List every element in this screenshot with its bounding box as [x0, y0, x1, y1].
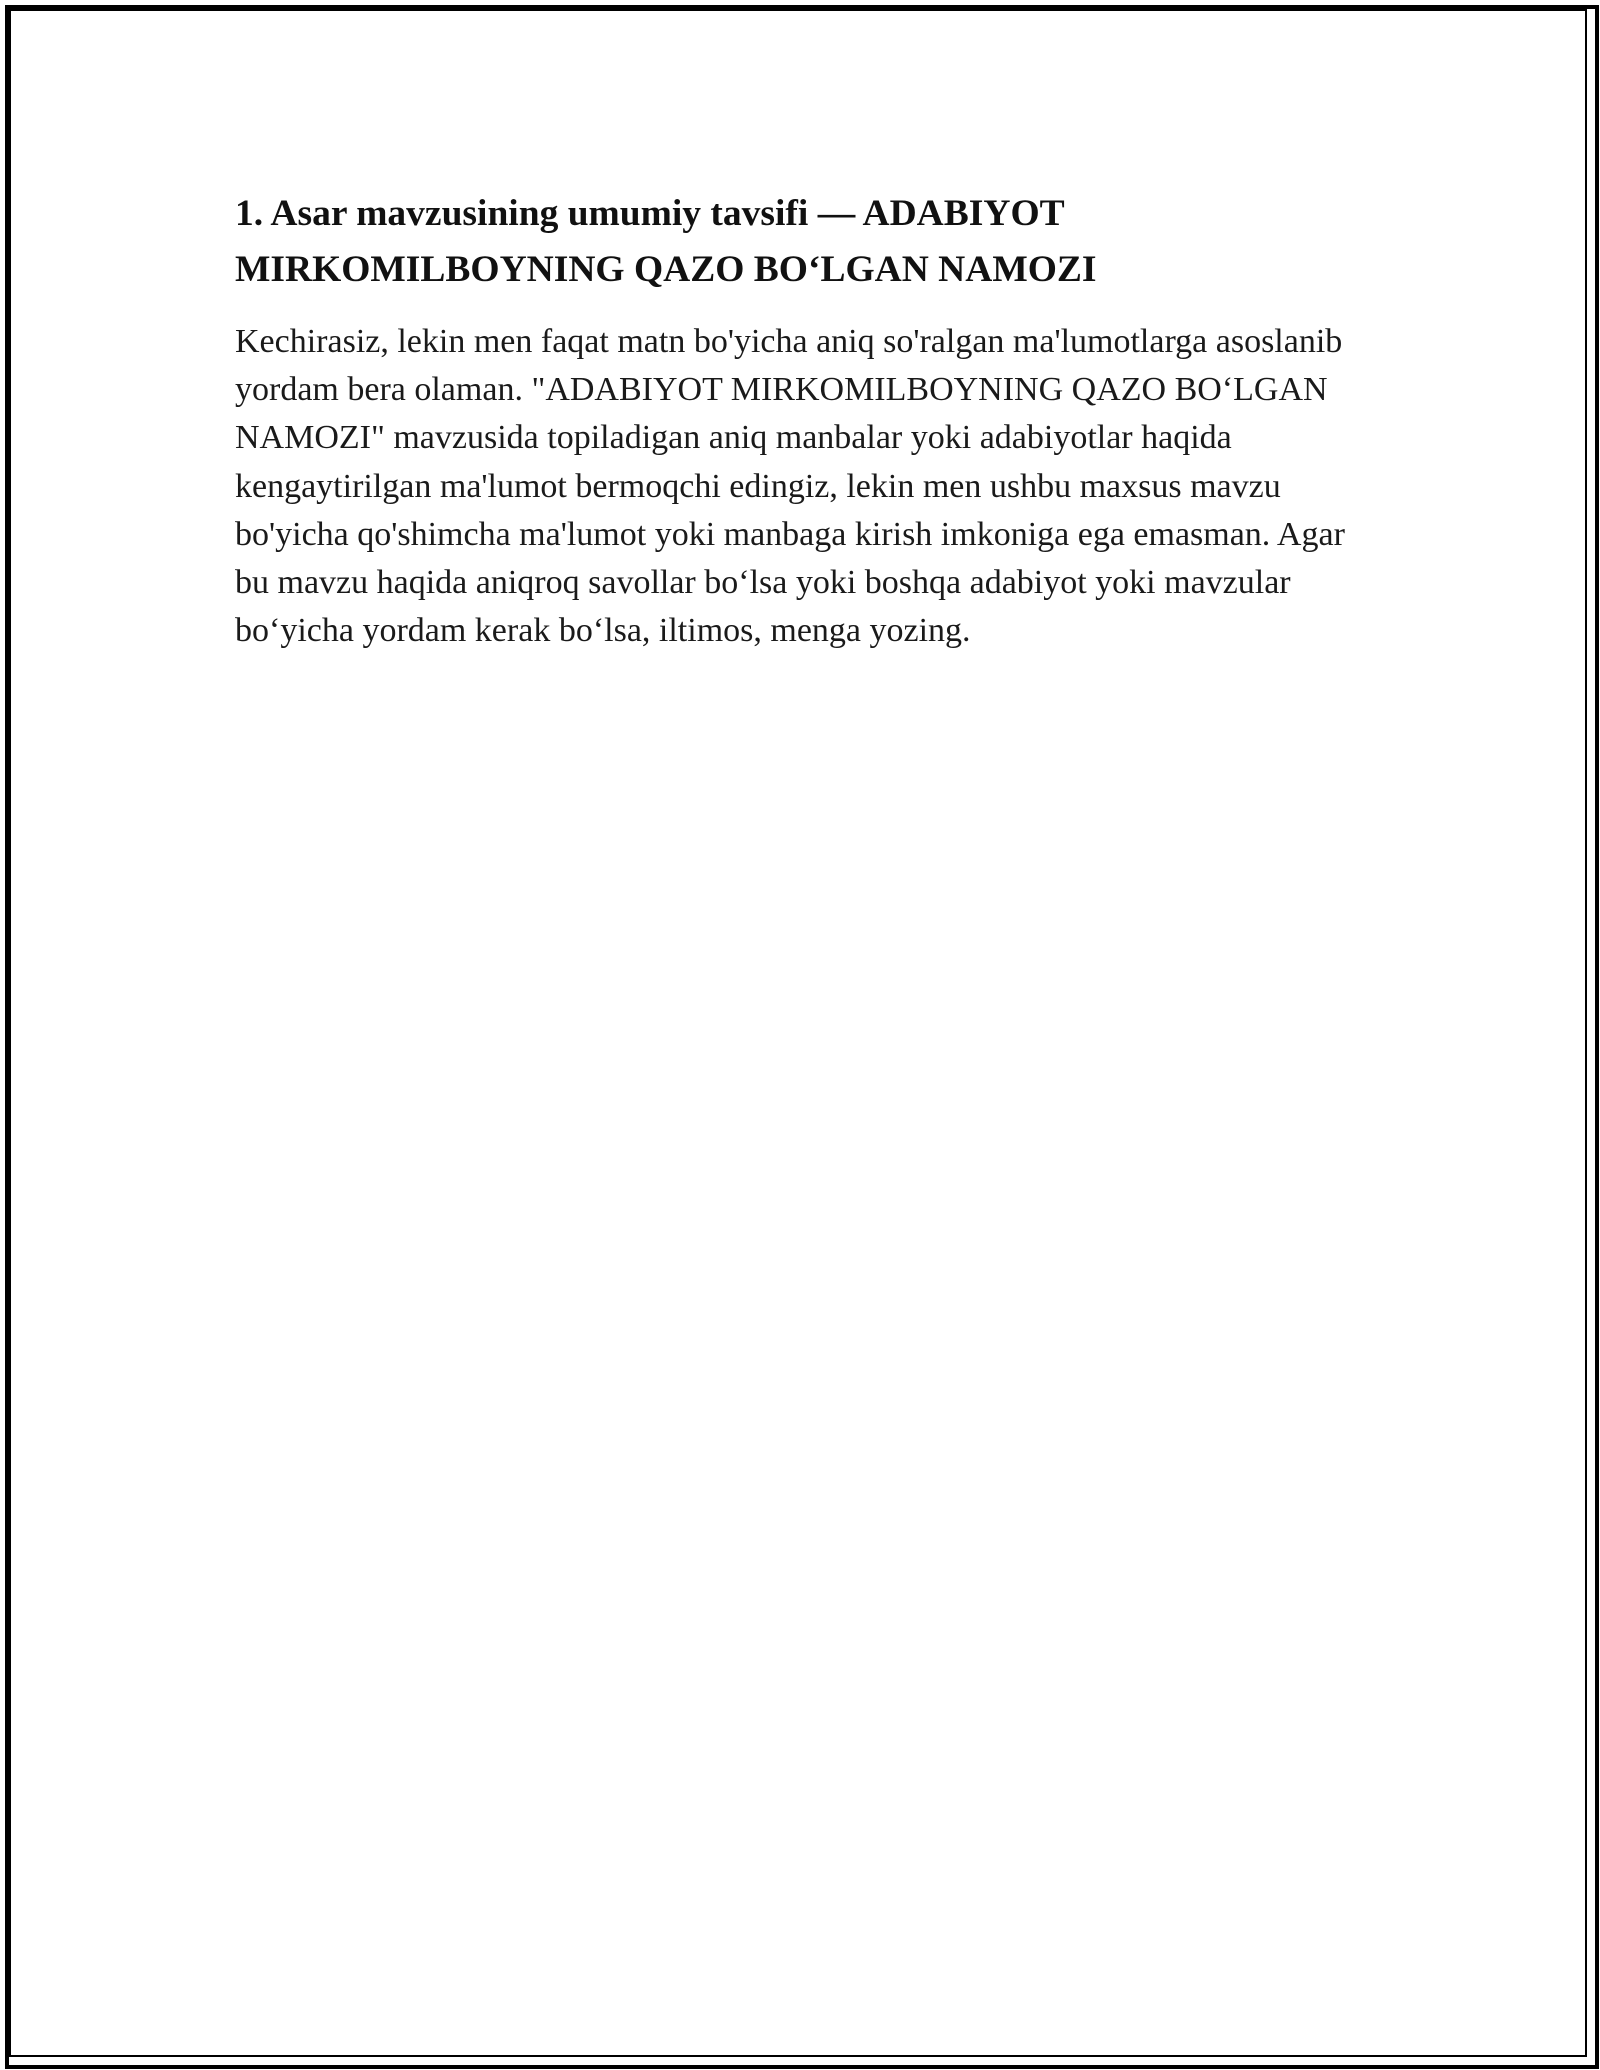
body-paragraph: Kechirasiz, lekin men faqat matn bo'yicha aniq so'ralgan ma'lumotlarga asoslanib yordam bera olaman. "ADABIYOT MIRKOMILBOYNING QAZO BO‘LGAN NAMOZI" mavzusida topiladigan aniq manbalar yoki adabiyotlar haqida kengaytirilgan ma'lumot bermoqchi edingiz, lekin men ushbu maxsus mavzu bo'yicha qo'shimcha ma'lumot yoki manbaga kirish imkoniga ega emasman. Agar bu mavzu haqida aniqroq savollar bo‘lsa yoki boshqa adabiyot yoki mavzular bo‘yicha yordam kerak bo‘lsa, iltimos, menga yozing.	[235, 323, 1345, 650]
document-content	[235, 186, 1365, 655]
section-heading: 1. Asar mavzusining umumiy tavsifi — ADABIYOT MIRKOMILBOYNING QAZO BO‘LGAN NAMOZI	[235, 193, 1097, 290]
